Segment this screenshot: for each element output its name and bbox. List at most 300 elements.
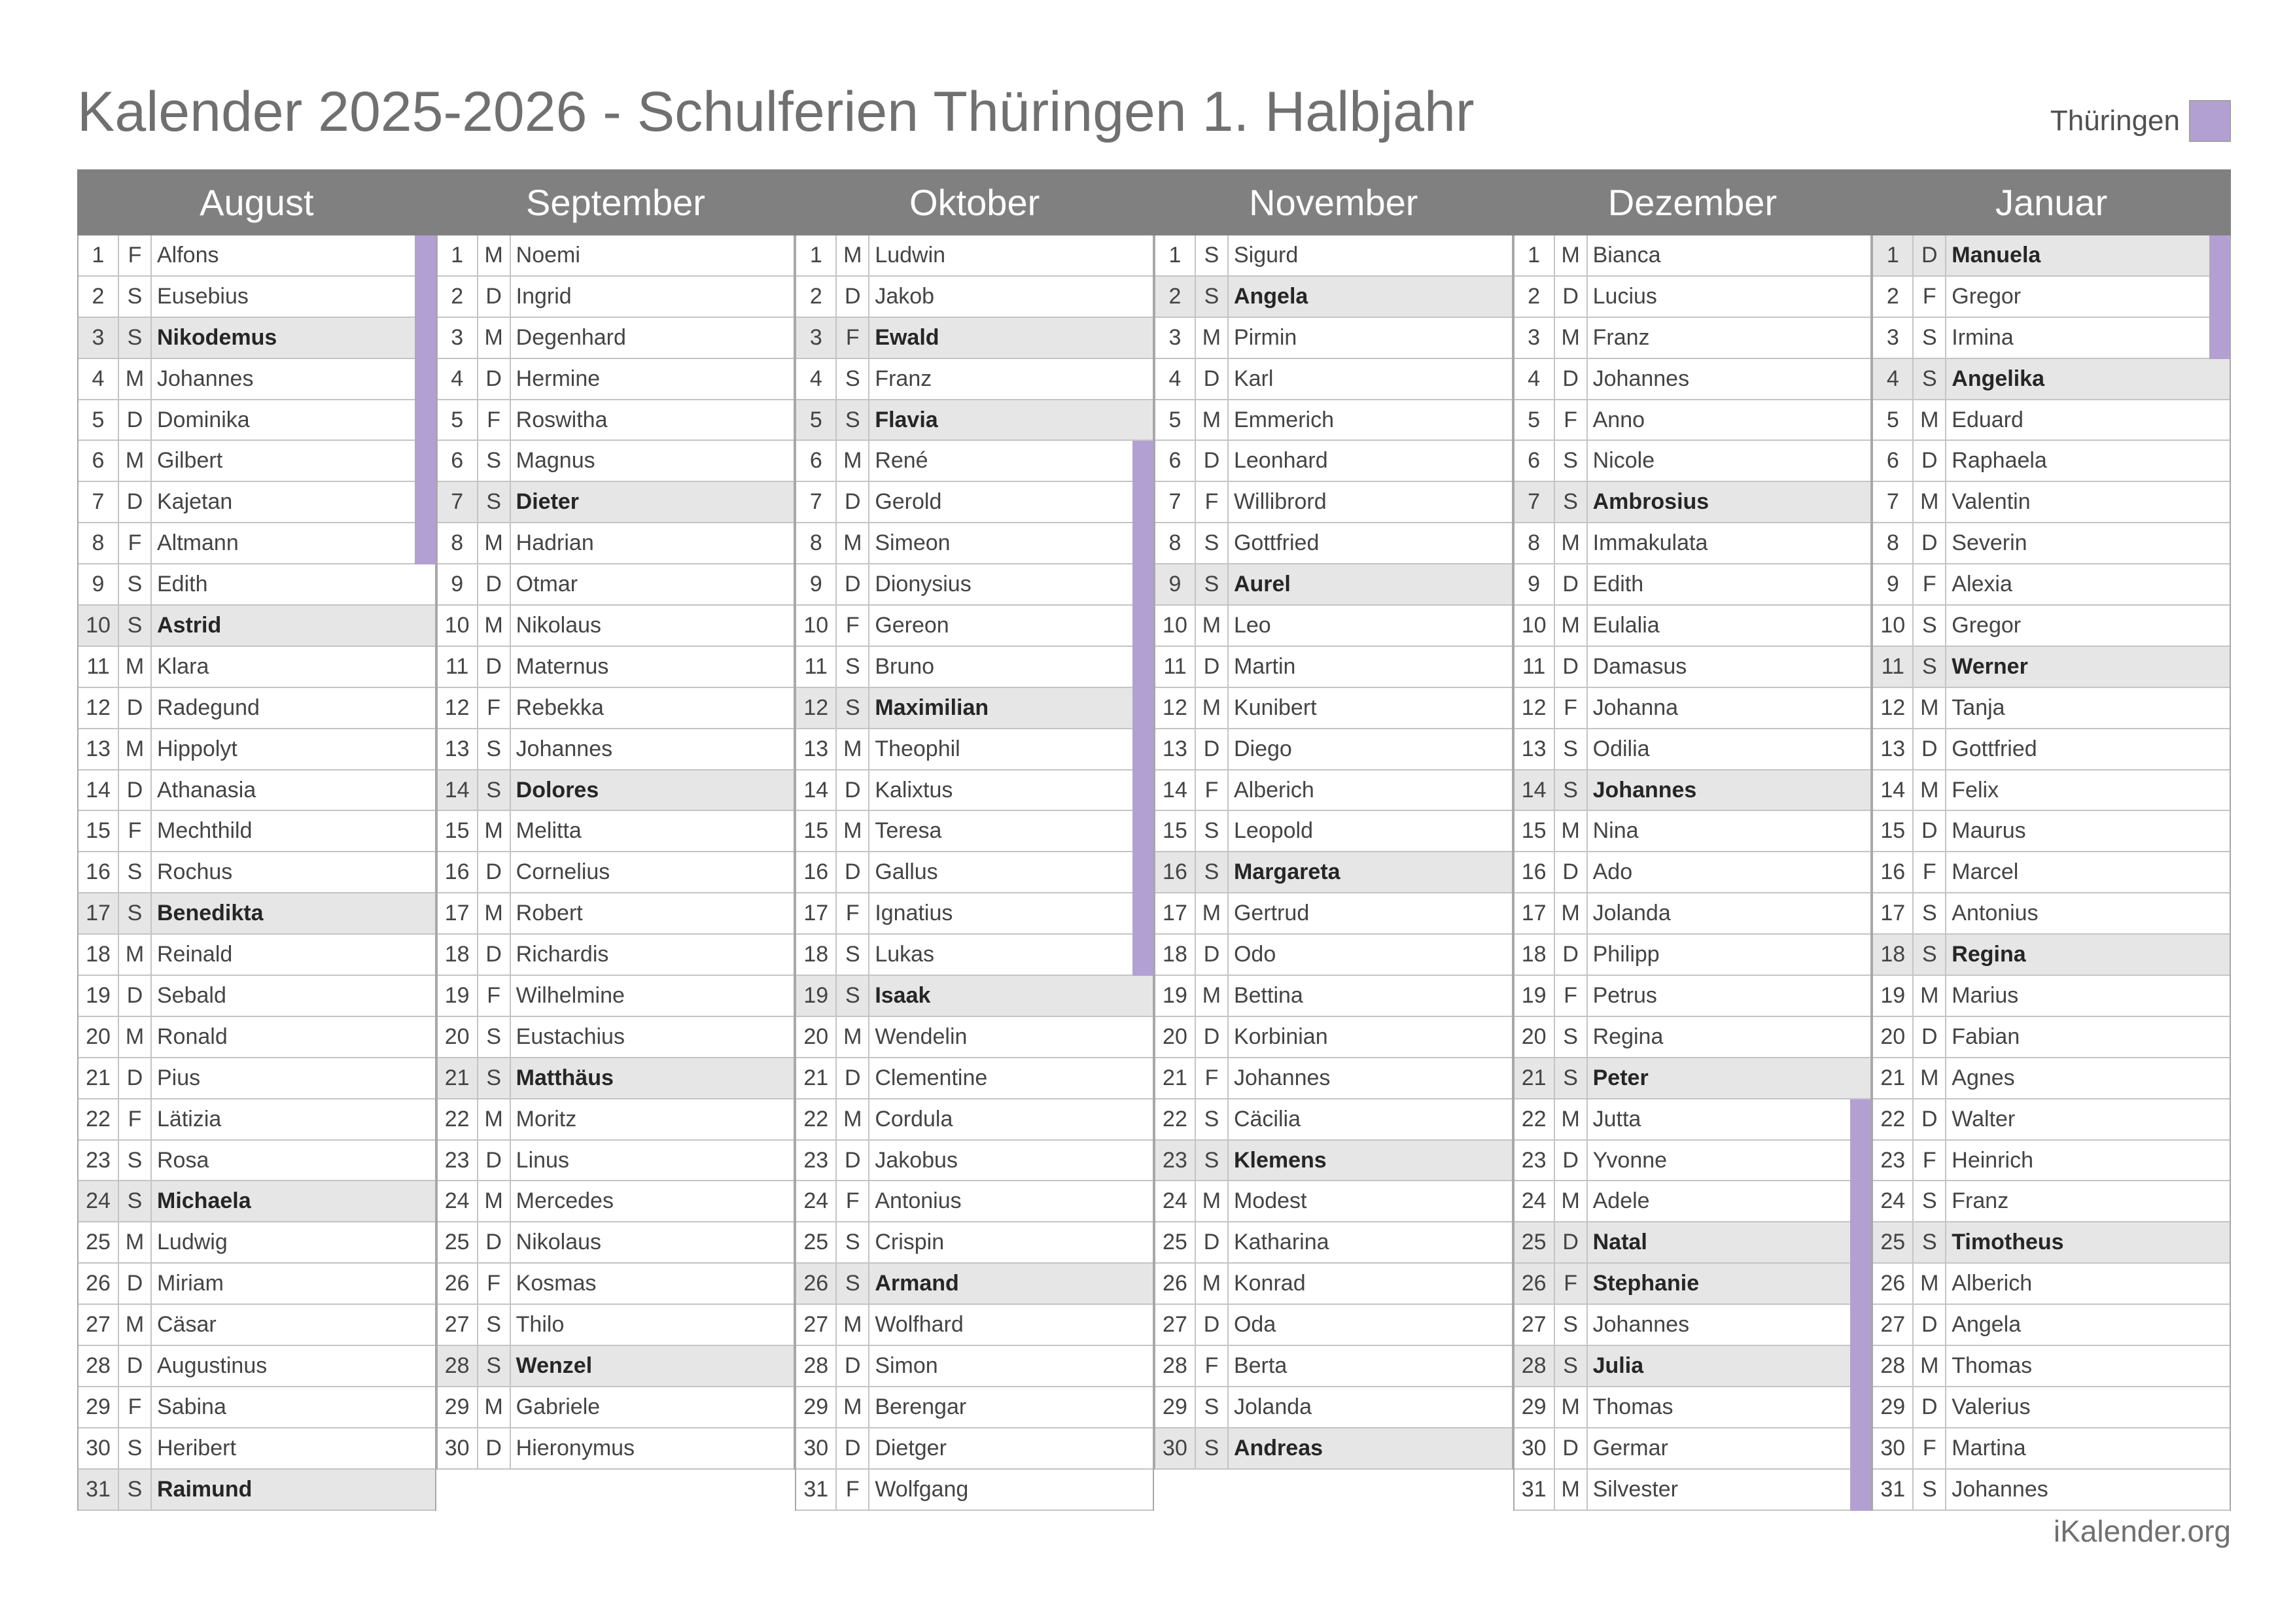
day-number: 15 [438, 811, 478, 851]
weekday: D [1914, 441, 1946, 481]
name-day: Roswitha [516, 407, 608, 432]
weekday: M [119, 1222, 152, 1262]
weekday: S [1914, 359, 1946, 399]
day-row [79, 441, 435, 482]
name-day: Agnes [1952, 1065, 2015, 1090]
holiday-marker [1850, 1099, 1870, 1141]
day-number: 19 [1873, 976, 1914, 1016]
day-row [438, 564, 794, 606]
weekday: D [1914, 1387, 1946, 1427]
weekday: S [837, 1264, 869, 1304]
day-number: 17 [1873, 893, 1914, 933]
weekday: M [1914, 1346, 1946, 1386]
day-row [1873, 482, 2230, 523]
weekday: M [1914, 1058, 1946, 1098]
day-row [796, 935, 1153, 976]
weekday: D [478, 277, 511, 317]
day-row [438, 1264, 794, 1305]
weekday: M [1914, 482, 1946, 522]
day-row [1155, 1346, 1512, 1387]
day-number: 31 [796, 1470, 837, 1510]
weekday: M [119, 359, 152, 399]
day-number: 5 [1515, 400, 1555, 440]
day-row [1515, 359, 1871, 400]
name-day: Martin [1233, 653, 1296, 679]
name-day: Klara [157, 653, 209, 679]
weekday: S [1196, 1099, 1229, 1139]
day-number: 30 [796, 1428, 837, 1468]
day-row [796, 1428, 1153, 1470]
day-row [1873, 1222, 2230, 1264]
day-row [1873, 1470, 2230, 1511]
name-day: Johanna [1592, 695, 1679, 720]
weekday: D [1555, 564, 1588, 604]
name-day: Alfons [157, 242, 219, 268]
day-number: 8 [1873, 523, 1914, 563]
weekday: D [837, 770, 869, 810]
weekday: M [1555, 1181, 1588, 1221]
day-row [79, 729, 435, 770]
day-row [796, 1017, 1153, 1058]
day-row [438, 1017, 794, 1058]
day-number: 1 [796, 235, 837, 275]
holiday-marker [1132, 482, 1153, 523]
day-number: 5 [1873, 400, 1914, 440]
weekday: D [119, 1058, 152, 1098]
name-day: Bettina [1233, 982, 1303, 1008]
weekday: S [478, 1058, 511, 1098]
name-day: Rebekka [516, 695, 604, 720]
day-row [79, 1470, 435, 1511]
day-number: 14 [1873, 770, 1914, 810]
day-row [1155, 893, 1512, 935]
weekday: D [837, 1141, 869, 1181]
name-day: Stephanie [1592, 1271, 1700, 1296]
day-number: 10 [79, 606, 119, 646]
day-number: 20 [1873, 1017, 1914, 1057]
name-day: Valerius [1952, 1394, 2031, 1419]
day-row [1873, 523, 2230, 564]
day-row [79, 400, 435, 441]
name-day: Raphaela [1952, 448, 2047, 474]
weekday: M [1555, 235, 1588, 275]
day-number: 21 [438, 1058, 478, 1098]
day-row [1873, 277, 2230, 318]
name-day: Kosmas [516, 1271, 597, 1296]
weekday: S [1914, 1470, 1946, 1510]
weekday: M [1196, 400, 1229, 440]
weekday: M [837, 235, 869, 275]
name-day: Gregor [1952, 612, 2022, 638]
weekday: F [1196, 1058, 1229, 1098]
name-day: Ronald [157, 1024, 228, 1049]
day-number: 28 [438, 1346, 478, 1386]
legend-swatch [2189, 100, 2231, 142]
day-row [1515, 1346, 1871, 1387]
weekday: S [1555, 1346, 1588, 1386]
name-day: Benedikta [157, 901, 264, 926]
holiday-marker [2209, 277, 2230, 318]
weekday: S [119, 564, 152, 604]
weekday: D [478, 564, 511, 604]
legend [2050, 98, 2231, 144]
weekday: F [837, 893, 869, 933]
day-number: 29 [79, 1387, 119, 1427]
day-number: 11 [1873, 647, 1914, 687]
day-row [1155, 1058, 1512, 1099]
weekday: S [119, 893, 152, 933]
weekday: M [1914, 688, 1946, 728]
day-row [79, 1058, 435, 1099]
day-row [79, 852, 435, 893]
day-number: 24 [796, 1181, 837, 1221]
name-day: Thomas [1952, 1353, 2033, 1378]
month-header: September [436, 169, 796, 235]
weekday: S [1196, 1141, 1229, 1181]
holiday-marker [1850, 1470, 1870, 1511]
weekday: D [478, 1222, 511, 1262]
day-row [1515, 935, 1871, 976]
name-day: René [875, 448, 928, 474]
weekday: F [837, 1181, 869, 1221]
name-day: Dionysius [875, 572, 972, 597]
day-row [796, 811, 1153, 852]
day-row [1873, 1346, 2230, 1387]
month-column-november [1154, 169, 1513, 1511]
weekday: M [837, 729, 869, 769]
name-day: Edith [157, 572, 208, 597]
day-row [796, 1222, 1153, 1264]
day-row [1155, 688, 1512, 729]
name-day: Theophil [875, 736, 960, 761]
day-row [1515, 523, 1871, 564]
name-day: Jolanda [1233, 1394, 1312, 1419]
name-day: Angela [1233, 283, 1308, 309]
day-row [1515, 1428, 1871, 1470]
month-column-august [77, 169, 436, 1511]
day-row [796, 318, 1153, 359]
name-day: Armand [875, 1271, 959, 1296]
name-day: Rosa [157, 1147, 209, 1173]
name-day: Radegund [157, 695, 260, 720]
name-day: Melitta [516, 818, 582, 844]
name-day: Immakulata [1592, 530, 1708, 556]
weekday: D [1196, 1305, 1229, 1345]
weekday: S [1555, 729, 1588, 769]
day-row [79, 893, 435, 935]
day-row [796, 770, 1153, 812]
day-number: 12 [438, 688, 478, 728]
weekday: M [1555, 1387, 1588, 1427]
day-number: 28 [1155, 1346, 1196, 1386]
name-day: Johannes [1592, 777, 1697, 803]
weekday: D [1555, 1141, 1588, 1181]
day-row [1155, 359, 1512, 400]
day-row [438, 441, 794, 482]
holiday-marker [1850, 1428, 1870, 1470]
day-number: 29 [1155, 1387, 1196, 1427]
weekday: F [1914, 1141, 1946, 1181]
day-number: 6 [79, 441, 119, 481]
weekday: F [1914, 852, 1946, 892]
day-row [1873, 1017, 2230, 1058]
day-row [1873, 647, 2230, 688]
day-row [438, 400, 794, 441]
weekday: D [478, 359, 511, 399]
weekday: D [837, 482, 869, 522]
day-row [796, 976, 1153, 1017]
holiday-marker [2209, 318, 2230, 359]
weekday: S [1196, 523, 1229, 563]
day-list [795, 235, 1154, 1511]
day-row [1155, 770, 1512, 812]
name-day: Antonius [875, 1188, 962, 1214]
name-day: Angela [1952, 1312, 2022, 1338]
day-number: 22 [1155, 1099, 1196, 1139]
weekday: M [478, 1387, 511, 1427]
day-number: 8 [796, 523, 837, 563]
day-row [1515, 1099, 1871, 1141]
day-number: 2 [1515, 277, 1555, 317]
day-number: 21 [79, 1058, 119, 1098]
name-day: Antonius [1952, 901, 2039, 926]
day-row [1515, 893, 1871, 935]
name-day: Ludwin [875, 242, 946, 268]
holiday-marker [1850, 1181, 1870, 1222]
day-row [796, 523, 1153, 564]
day-row [1155, 1305, 1512, 1346]
day-number: 28 [79, 1346, 119, 1386]
day-number: 14 [1515, 770, 1555, 810]
day-number: 20 [796, 1017, 837, 1057]
name-day: Germar [1592, 1435, 1668, 1460]
weekday: S [1196, 811, 1229, 851]
day-number: 11 [438, 647, 478, 687]
name-day: Mechthild [157, 818, 253, 844]
weekday: M [1555, 1470, 1588, 1510]
weekday: S [119, 1181, 152, 1221]
weekday: F [1196, 482, 1229, 522]
name-day: Nicole [1592, 448, 1655, 474]
day-row [796, 359, 1153, 400]
day-number: 17 [1155, 893, 1196, 933]
day-row [796, 1181, 1153, 1222]
weekday: M [837, 441, 869, 481]
weekday: M [1555, 893, 1588, 933]
day-number: 26 [1515, 1264, 1555, 1304]
day-number: 20 [438, 1017, 478, 1057]
name-day: Maternus [516, 653, 609, 679]
weekday: D [837, 1058, 869, 1098]
name-day: Heribert [157, 1435, 236, 1460]
day-row [79, 1017, 435, 1058]
holiday-marker [1132, 523, 1153, 564]
name-day: Philipp [1592, 942, 1660, 967]
day-number: 4 [1873, 359, 1914, 399]
weekday: M [478, 523, 511, 563]
weekday: S [478, 1017, 511, 1057]
name-day: Severin [1952, 530, 2027, 556]
day-number: 31 [79, 1470, 119, 1510]
name-day: Wolfgang [875, 1476, 969, 1502]
weekday: D [1555, 359, 1588, 399]
day-number: 24 [1155, 1181, 1196, 1221]
day-number: 1 [438, 235, 478, 275]
weekday: D [837, 1428, 869, 1468]
day-number: 4 [79, 359, 119, 399]
day-row [438, 235, 794, 277]
holiday-marker [1850, 1264, 1870, 1305]
day-row [1515, 1387, 1871, 1428]
day-number: 4 [1515, 359, 1555, 399]
day-row [1155, 523, 1512, 564]
day-number: 25 [796, 1222, 837, 1262]
holiday-marker [415, 235, 435, 277]
holiday-marker [1850, 1387, 1870, 1428]
day-row [1155, 976, 1512, 1017]
day-row [1515, 1017, 1871, 1058]
name-day: Timotheus [1952, 1230, 2064, 1255]
name-day: Cäsar [157, 1312, 217, 1338]
day-number: 9 [438, 564, 478, 604]
day-number: 15 [1155, 811, 1196, 851]
weekday: M [119, 729, 152, 769]
day-row [1155, 1141, 1512, 1182]
weekday: M [837, 523, 869, 563]
day-row [1155, 318, 1512, 359]
name-day: Sebald [157, 982, 226, 1008]
weekday: M [1555, 606, 1588, 646]
day-number: 21 [1155, 1058, 1196, 1098]
day-row [1155, 811, 1512, 852]
holiday-marker [1132, 647, 1153, 688]
name-day: Jakobus [875, 1147, 958, 1173]
name-day: Thilo [516, 1312, 565, 1338]
name-day: Wilhelmine [516, 982, 625, 1008]
name-day: Peter [1592, 1065, 1649, 1090]
name-day: Simeon [875, 530, 951, 556]
name-day: Johannes [1592, 366, 1690, 391]
day-row [1873, 441, 2230, 482]
day-row [1515, 1305, 1871, 1346]
day-number: 9 [1155, 564, 1196, 604]
weekday: S [1555, 1058, 1588, 1098]
name-day: Petrus [1592, 982, 1657, 1008]
month-header: Januar [1872, 169, 2231, 235]
day-row [1155, 235, 1512, 277]
name-day: Franz [1952, 1188, 2009, 1214]
day-number: 10 [1155, 606, 1196, 646]
day-row [438, 770, 794, 812]
day-number: 16 [1873, 852, 1914, 892]
name-day: Modest [1233, 1188, 1307, 1214]
day-row [1515, 811, 1871, 852]
day-number: 19 [79, 976, 119, 1016]
day-number: 23 [438, 1141, 478, 1181]
day-number: 19 [796, 976, 837, 1016]
name-day: Margareta [1233, 859, 1340, 885]
day-number: 13 [79, 729, 119, 769]
day-number: 9 [79, 564, 119, 604]
day-number: 12 [1515, 688, 1555, 728]
day-row [79, 359, 435, 400]
holiday-marker [1132, 564, 1153, 606]
day-number: 18 [1515, 935, 1555, 975]
day-row [1515, 564, 1871, 606]
name-day: Manuela [1952, 242, 2041, 268]
name-day: Odo [1233, 942, 1276, 967]
day-number: 14 [79, 770, 119, 810]
day-number: 23 [1155, 1141, 1196, 1181]
day-row [796, 1305, 1153, 1346]
day-row [1515, 277, 1871, 318]
day-number: 27 [1155, 1305, 1196, 1345]
name-day: Gregor [1952, 283, 2022, 309]
weekday: D [1914, 1099, 1946, 1139]
day-row [438, 1305, 794, 1346]
day-number: 25 [1873, 1222, 1914, 1262]
name-day: Bruno [875, 653, 935, 679]
legend-label: Thüringen [2050, 105, 2180, 137]
name-day: Leo [1233, 612, 1271, 638]
day-row [79, 1099, 435, 1141]
name-day: Kalixtus [875, 777, 953, 803]
day-row [796, 235, 1153, 277]
day-row [1515, 1181, 1871, 1222]
name-day: Linus [516, 1147, 569, 1173]
day-number: 24 [1515, 1181, 1555, 1221]
weekday: F [1914, 1428, 1946, 1468]
day-number: 24 [1873, 1181, 1914, 1221]
name-day: Johannes [1952, 1476, 2048, 1502]
weekday: D [119, 1346, 152, 1386]
day-number: 26 [796, 1264, 837, 1304]
weekday: M [119, 647, 152, 687]
day-row [79, 811, 435, 852]
day-row [1155, 482, 1512, 523]
day-row [796, 1346, 1153, 1387]
name-day: Valentin [1952, 489, 2031, 515]
name-day: Johannes [1233, 1065, 1331, 1090]
weekday: M [1196, 318, 1229, 358]
name-day: Robert [516, 901, 583, 926]
weekday: M [119, 441, 152, 481]
day-row [1515, 1470, 1871, 1511]
day-number: 23 [796, 1141, 837, 1181]
name-day: Ewald [875, 324, 939, 350]
name-day: Astrid [157, 612, 222, 638]
day-number: 22 [79, 1099, 119, 1139]
weekday: M [478, 235, 511, 275]
day-number: 12 [1155, 688, 1196, 728]
day-number: 22 [1873, 1099, 1914, 1139]
weekday: D [1555, 277, 1588, 317]
weekday: M [1555, 1099, 1588, 1139]
name-day: Regina [1592, 1024, 1664, 1049]
day-number: 9 [1873, 564, 1914, 604]
day-number: 15 [1873, 811, 1914, 851]
name-day: Franz [1592, 324, 1650, 350]
day-row [1155, 1428, 1512, 1470]
name-day: Ludwig [157, 1230, 228, 1255]
weekday: S [1914, 1181, 1946, 1221]
month-header: Oktober [795, 169, 1154, 235]
weekday: M [1555, 523, 1588, 563]
day-number: 20 [79, 1017, 119, 1057]
day-number: 20 [1155, 1017, 1196, 1057]
weekday: M [1196, 976, 1229, 1016]
day-number: 26 [1155, 1264, 1196, 1304]
